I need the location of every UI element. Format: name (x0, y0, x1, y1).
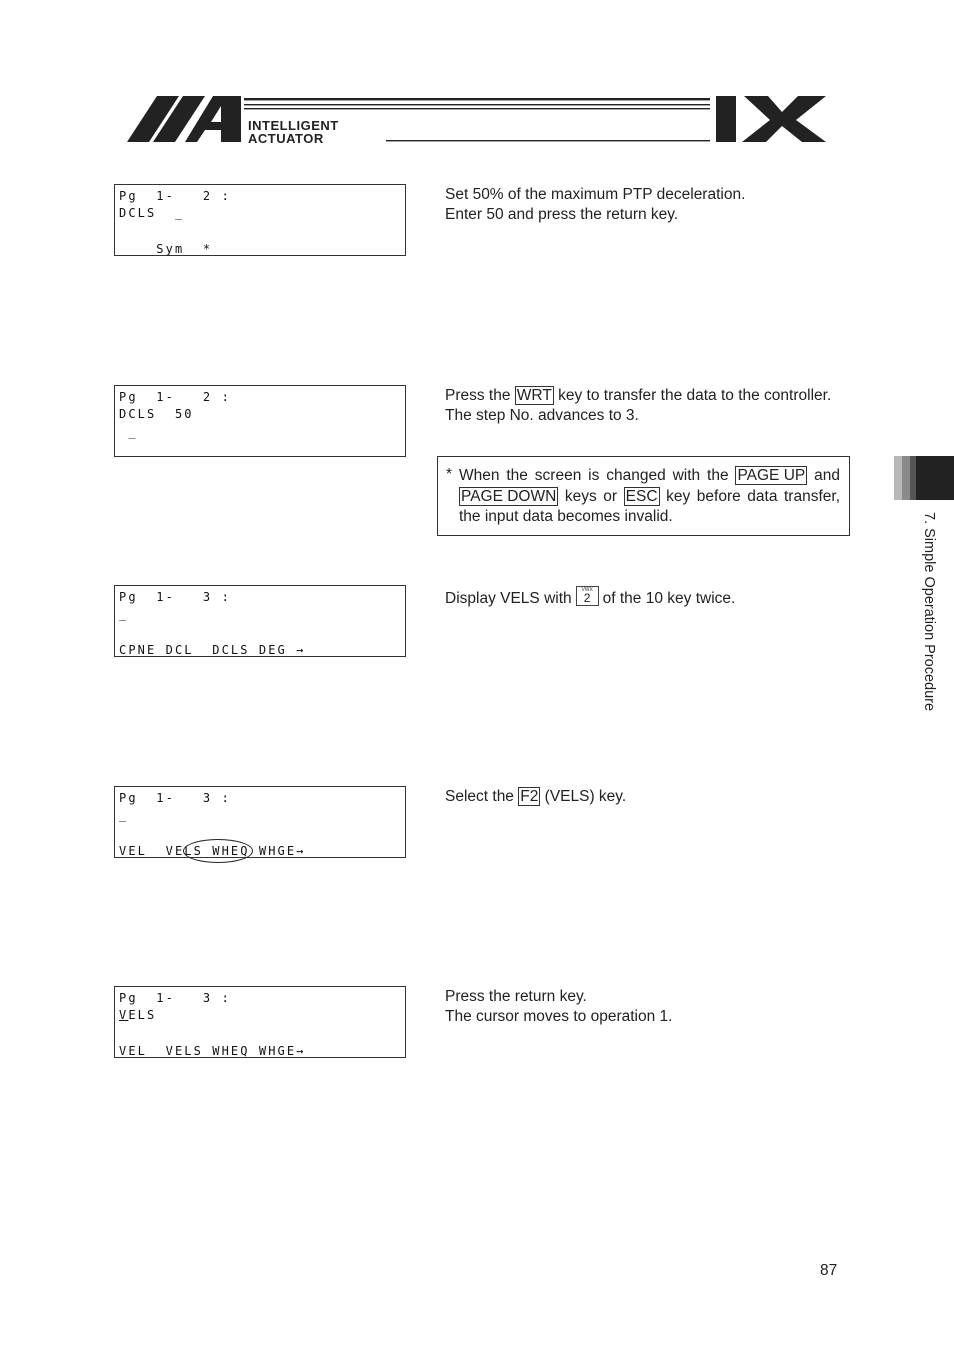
instruction-text: of the 10 key twice. (602, 590, 736, 607)
lcd-line: DCLS 50 (119, 407, 194, 421)
esc-key-label: ESC (625, 487, 658, 505)
lcd-cursor-char: V (119, 1008, 129, 1022)
instruction-text: Select the (445, 788, 514, 805)
lcd-line: Pg 1- 3 : (119, 991, 231, 1005)
lcd-screen-step-3 (114, 585, 406, 657)
lcd-text: ELS (128, 1008, 157, 1022)
chapter-tab-stripe (894, 456, 902, 500)
instruction-step-4 (445, 787, 839, 807)
lcd-line: Pg 1- 2 : (119, 189, 231, 203)
lcd-line: Sym * (119, 242, 213, 256)
page-up-key-label: PAGE UP (737, 467, 806, 484)
note-box (437, 456, 850, 536)
lcd-screen-step-5 (114, 986, 406, 1058)
chapter-tab-stripe (902, 456, 910, 500)
instruction-line: Set 50% of the maximum PTP deceleration. (445, 186, 746, 203)
ia-logo-mark (127, 94, 241, 144)
vels-highlight-ellipse (183, 839, 253, 863)
instruction-line: Enter 50 and press the return key. (445, 206, 679, 223)
instruction-step-1 (445, 185, 839, 225)
lcd-screen-step-2 (114, 385, 406, 457)
lcd-line: _ (119, 425, 138, 439)
keycap-number: 2 (583, 591, 591, 605)
note-text (459, 466, 840, 528)
instruction-step-5 (445, 987, 839, 1027)
logo-wordmark-actuator: ACTUATOR (248, 131, 324, 146)
note-text-part: and (814, 467, 840, 484)
ix-logo-mark (716, 94, 828, 144)
chapter-tab-block (916, 456, 954, 500)
lcd-line: _ (119, 607, 129, 621)
keycap-letters: VWX (581, 587, 593, 593)
lcd-screen-step-1 (114, 184, 406, 256)
note-text-part: When the screen is changed with the (459, 467, 729, 484)
page-down-key-label: PAGE DOWN (461, 487, 557, 505)
lcd-function-key-row: CPNE DCL DCLS DEG → (119, 643, 306, 657)
chapter-side-title: 7. Simple Operation Procedure (921, 512, 937, 712)
logo-wordmark-intelligent: INTELLIGENT (248, 118, 339, 133)
instruction-step-2 (445, 386, 839, 426)
instruction-text: key to transfer the data to the controller. (558, 387, 832, 404)
note-text-part: keys or (564, 487, 618, 505)
wrt-key-label: WRT (516, 387, 552, 404)
lcd-line (119, 1008, 156, 1022)
lcd-function-key-row: VEL VELS WHEQ WHGE→ (119, 844, 306, 858)
instruction-line: The step No. advances to 3. (445, 407, 639, 424)
note-asterisk: * (446, 466, 453, 483)
instruction-text: Display VELS with (445, 590, 572, 607)
ten-key-2-icon (576, 586, 599, 606)
instruction-line: The cursor moves to operation 1. (445, 1008, 673, 1025)
instruction-step-3 (445, 586, 839, 609)
lcd-line: Pg 1- 3 : (119, 590, 231, 604)
lcd-line: DCLS _ (119, 206, 185, 220)
lcd-line: Pg 1- 3 : (119, 791, 231, 805)
lcd-line: _ (119, 808, 129, 822)
note-text-part: key before data transfer, the input data becomes invalid. (459, 487, 840, 525)
lcd-screen-step-4 (114, 786, 406, 858)
page-number: 87 (820, 1262, 838, 1279)
f2-key-label: F2 (520, 788, 539, 805)
instruction-line: Press the return key. (445, 988, 587, 1005)
instruction-text: (VELS) key. (544, 788, 627, 805)
instruction-text: Press the (445, 387, 511, 404)
lcd-function-key-row: VEL VELS WHEQ WHGE→ (119, 1044, 306, 1058)
lcd-line: Pg 1- 2 : (119, 390, 231, 404)
